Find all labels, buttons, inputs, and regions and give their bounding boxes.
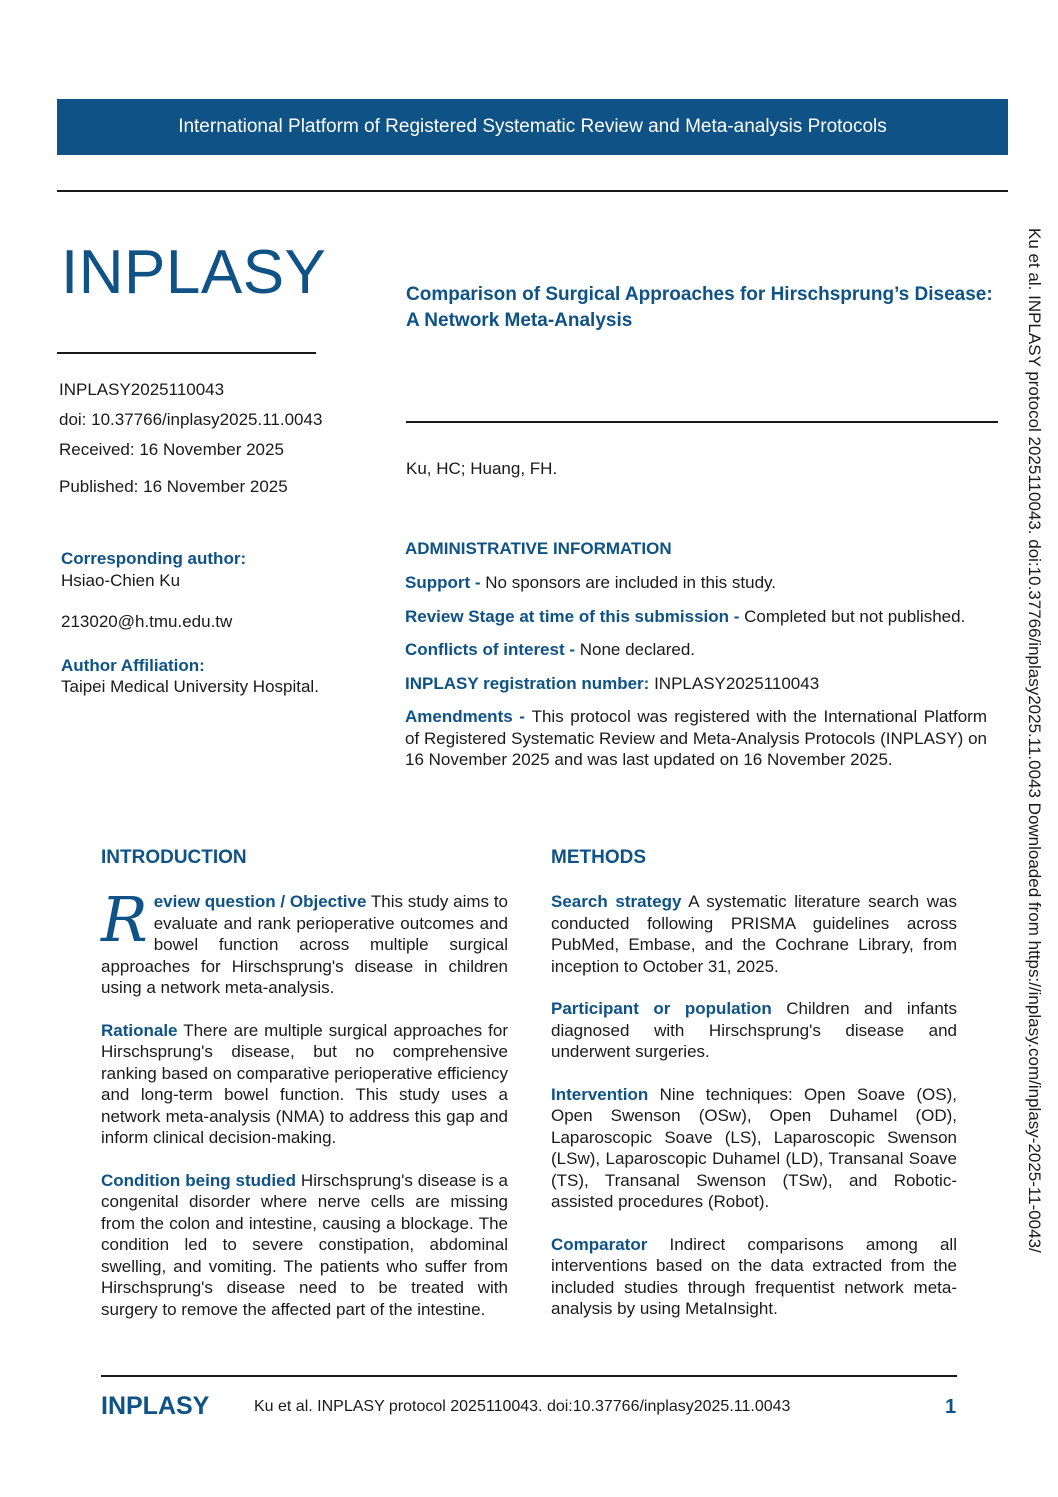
footer-citation: Ku et al. INPLASY protocol 2025110043. doi:10.37766/inplasy2025.11.0043 — [254, 1398, 791, 1415]
inplasy-logo: INPLASY — [61, 238, 327, 307]
top-divider — [57, 190, 1008, 192]
review-question-paragraph — [101, 883, 508, 999]
conflicts-info — [405, 639, 987, 661]
comparator-paragraph — [551, 1234, 957, 1320]
support-info — [405, 572, 987, 594]
doi: doi: 10.37766/inplasy2025.11.0043 — [59, 410, 323, 429]
drop-cap: R — [101, 883, 148, 956]
footer-logo: INPLASY — [101, 1392, 210, 1420]
review-question-label: eview question / Objective — [153, 892, 367, 911]
amendments-label: Amendments - — [405, 707, 532, 726]
footer-divider — [101, 1375, 957, 1377]
admin-heading: ADMINISTRATIVE INFORMATION — [405, 539, 672, 558]
rationale-text: There are multiple surgical approaches for Hirschsprung's disease, but no comprehensive ranking based on comparative perioperative efficiency and long-term bowel function. This study uses a network meta-analysis (NMA) to address this gap and inform clinical decision-making. — [101, 1020, 508, 1147]
authors: Ku, HC; Huang, FH. — [406, 459, 558, 478]
methods-heading: METHODS — [551, 847, 646, 868]
search-strategy-paragraph — [551, 891, 957, 977]
affiliation: Taipei Medical University Hospital. — [61, 677, 319, 696]
search-strategy-label: Search strategy — [551, 892, 682, 911]
comparator-label: Comparator — [551, 1234, 648, 1254]
title-underline — [406, 421, 998, 423]
review-stage-info — [405, 606, 987, 628]
intervention-paragraph — [551, 1084, 957, 1213]
corresponding-author-label: Corresponding author: — [61, 549, 247, 568]
published-date: Published: 16 November 2025 — [59, 477, 288, 496]
rationale-paragraph — [101, 1020, 508, 1149]
article-title: Comparison of Surgical Approaches for Hirschsprung’s Disease: A Network Meta-Analysis — [406, 284, 993, 331]
side-citation-vertical: Ku et al. INPLASY protocol 2025110043. doi:10.37766/inplasy2025.11.0043 Downloaded from https://inplasy.com/inplasy-2025-11-0043/ — [1025, 228, 1044, 1253]
received-date: Received: 16 November 2025 — [59, 440, 284, 459]
conflicts-label: Conflicts of interest - — [405, 640, 580, 659]
registration-number-text: INPLASY2025110043 — [654, 673, 820, 693]
participant-text: Children and infants diagnosed with Hirschsprung's disease and underwent surgeries. — [551, 999, 957, 1061]
introduction-column — [101, 847, 508, 1320]
amendments-text: This protocol was registered with the International Platform of Registered Systematic Review and Meta-Analysis Protocols (INPLASY) on 16 November 2025 and was last updated on 16 November 2025. — [405, 707, 987, 769]
corresponding-author-email: 213020@h.tmu.edu.tw — [61, 612, 233, 631]
comparator-text: Indirect comparisons among all interventions based on the data extracted from the included studies through frequentist network meta-analysis by using MetaInsight. — [551, 1234, 957, 1318]
registration-id: INPLASY2025110043 — [59, 380, 225, 399]
support-label: Support - — [405, 573, 486, 592]
introduction-heading: INTRODUCTION — [101, 847, 247, 868]
review-stage-label: Review Stage at time of this submission - — [405, 606, 745, 626]
intervention-text: Nine techniques: Open Soave (OS), Open Swenson (OSw), Open Duhamel (OD), Laparoscopic Soave (LS), Laparoscopic Swenson (LSw), Laparoscopic Duhamel (LD), Transanal Soave (TS), Transanal Swenson (TSw), and Robotic-assisted procedures (Robot). — [551, 1084, 957, 1211]
intervention-label: Intervention — [551, 1084, 649, 1104]
condition-paragraph — [101, 1170, 508, 1321]
review-stage-text: Completed but not published. — [744, 606, 966, 626]
support-text: No sponsors are included in this study. — [485, 573, 776, 592]
conflicts-text: None declared. — [579, 640, 696, 659]
registration-number-info — [405, 673, 987, 695]
methods-column — [551, 847, 957, 1320]
amendments-info — [405, 706, 987, 771]
header-banner: International Platform of Registered Systematic Review and Meta-analysis Protocols — [57, 99, 1008, 155]
condition-text: Hirschsprung's disease is a congenital disorder where nerve cells are missing from the colon and intestine, causing a blockage. The condition led to severe constipation, abdominal swelling, and vomiting. The patients who suffer from Hirschsprung's disease need to be treated with surgery to remove the affected part of the intestine. — [101, 1170, 508, 1319]
admin-section — [405, 538, 987, 771]
condition-label: Condition being studied — [101, 1170, 296, 1190]
rationale-label: Rationale — [101, 1020, 178, 1040]
affiliation-label: Author Affiliation: — [61, 656, 205, 675]
registration-number-label: INPLASY registration number: — [405, 673, 655, 693]
review-question-text: This study aims to evaluate and rank perioperative outcomes and bowel function across multiple surgical approaches for Hirschsprung's disease in children using a network meta-analysis. — [101, 892, 508, 997]
participant-label: Participant or population — [551, 999, 772, 1018]
participant-paragraph — [551, 998, 957, 1063]
page-number: 1 — [945, 1396, 957, 1418]
search-strategy-text: A systematic literature search was conducted following PRISMA guidelines across PubMed, Embase, and the Cochrane Library, from inception to October 31, 2025. — [551, 892, 957, 976]
logo-underline — [57, 352, 316, 354]
corresponding-author-name: Hsiao-Chien Ku — [61, 571, 181, 590]
